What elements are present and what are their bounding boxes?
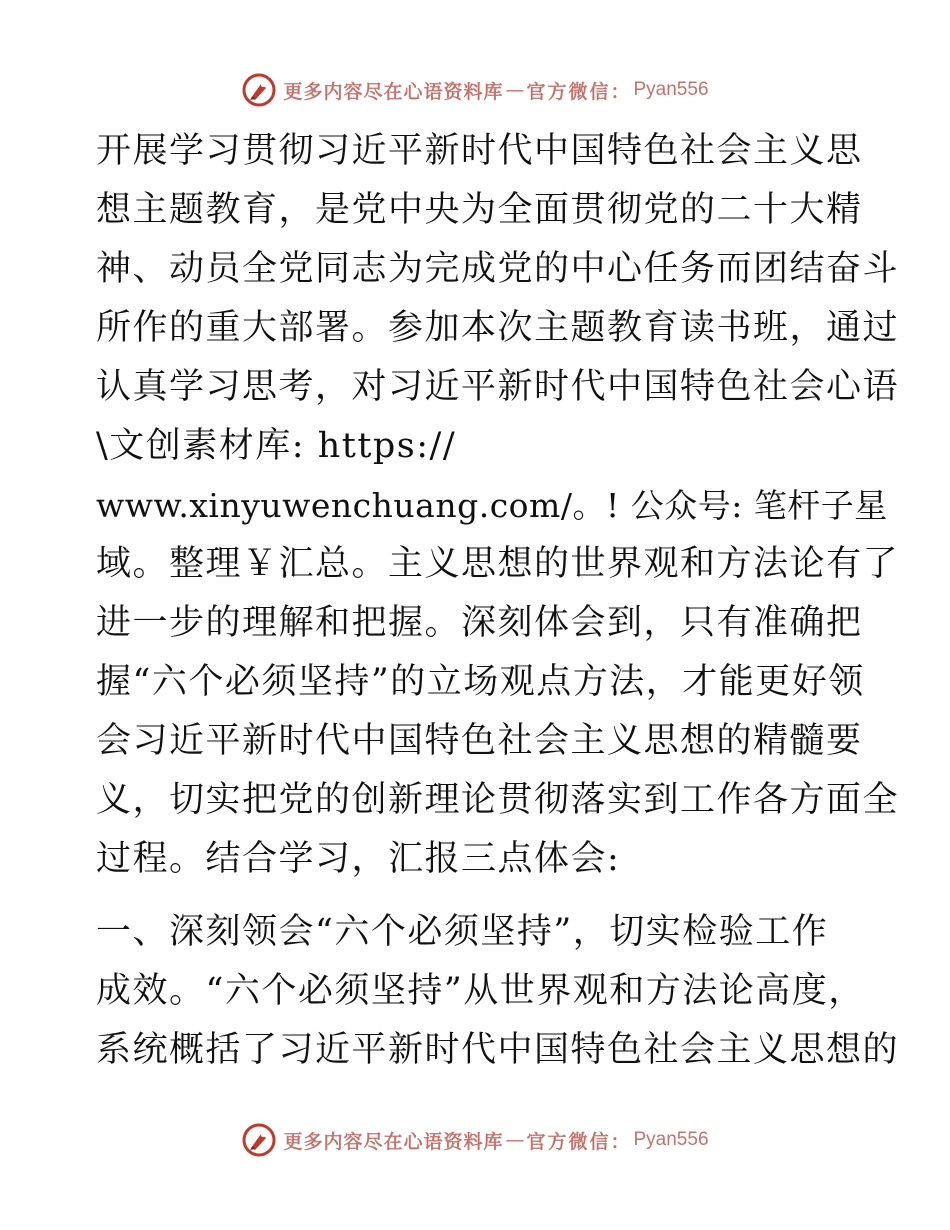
document-body bbox=[96, 122, 900, 1080]
header-banner bbox=[0, 70, 950, 110]
footer-banner bbox=[0, 1120, 950, 1160]
text-line: \文创素材库: https:// bbox=[96, 426, 457, 466]
header-wechat-label: 官方微信： bbox=[526, 80, 632, 103]
header-separator: — bbox=[505, 79, 525, 101]
footer-brand: 更多内容尽在心语资料库 bbox=[283, 1130, 504, 1153]
paragraph-intro bbox=[96, 122, 900, 889]
text-line: 所作的重大部署。参加本次主题教育读书班，通过 bbox=[96, 308, 900, 348]
text-line: 进一步的理解和把握。深刻体会到，只有准确把 bbox=[96, 603, 863, 643]
header-brand: 更多内容尽在心语资料库 bbox=[283, 80, 504, 103]
text-line: 开展学习贯彻习近平新时代中国特色社会主义思 bbox=[96, 131, 863, 171]
text-line: 想主题教育，是党中央为全面贯彻党的二十大精 bbox=[96, 190, 863, 230]
text-line: 握“六个必须坚持”的立场观点方法，才能更好领 bbox=[96, 662, 865, 702]
pen-nib-circle-icon bbox=[241, 1122, 277, 1158]
text-line: 会习近平新时代中国特色社会主义思想的精髓要 bbox=[96, 721, 863, 761]
text-line: 义，切实把党的创新理论贯彻落实到工作各方面全 bbox=[96, 780, 900, 820]
footer-wechat-id: Pyan556 bbox=[633, 1129, 709, 1150]
paragraph-section-one bbox=[96, 903, 900, 1080]
text-line: 一、深刻领会“六个必须坚持”，切实检验工作 bbox=[96, 912, 829, 952]
text-line: 域。整理￥汇总。主义思想的世界观和方法论有了 bbox=[96, 544, 900, 584]
paragraph-gap bbox=[96, 889, 856, 903]
header-wechat-id: Pyan556 bbox=[633, 79, 709, 100]
text-line: 系统概括了习近平新时代中国特色社会主义思想的 bbox=[96, 1030, 900, 1070]
text-line: 过程。结合学习，汇报三点体会: bbox=[96, 839, 621, 879]
footer-separator: — bbox=[505, 1129, 525, 1151]
footer-wechat-label: 官方微信： bbox=[526, 1130, 632, 1153]
text-line: 认真学习思考，对习近平新时代中国特色社会心语 bbox=[96, 367, 900, 407]
text-line: 神、动员全党同志为完成党的中心任务而团结奋斗 bbox=[96, 249, 900, 289]
text-line: www.xinyuwenchuang.com/。! 公众号: 笔杆子星 bbox=[96, 486, 888, 525]
pen-nib-circle-icon bbox=[241, 72, 277, 108]
text-line: 成效。“六个必须坚持”从世界观和方法论高度， bbox=[96, 971, 865, 1011]
